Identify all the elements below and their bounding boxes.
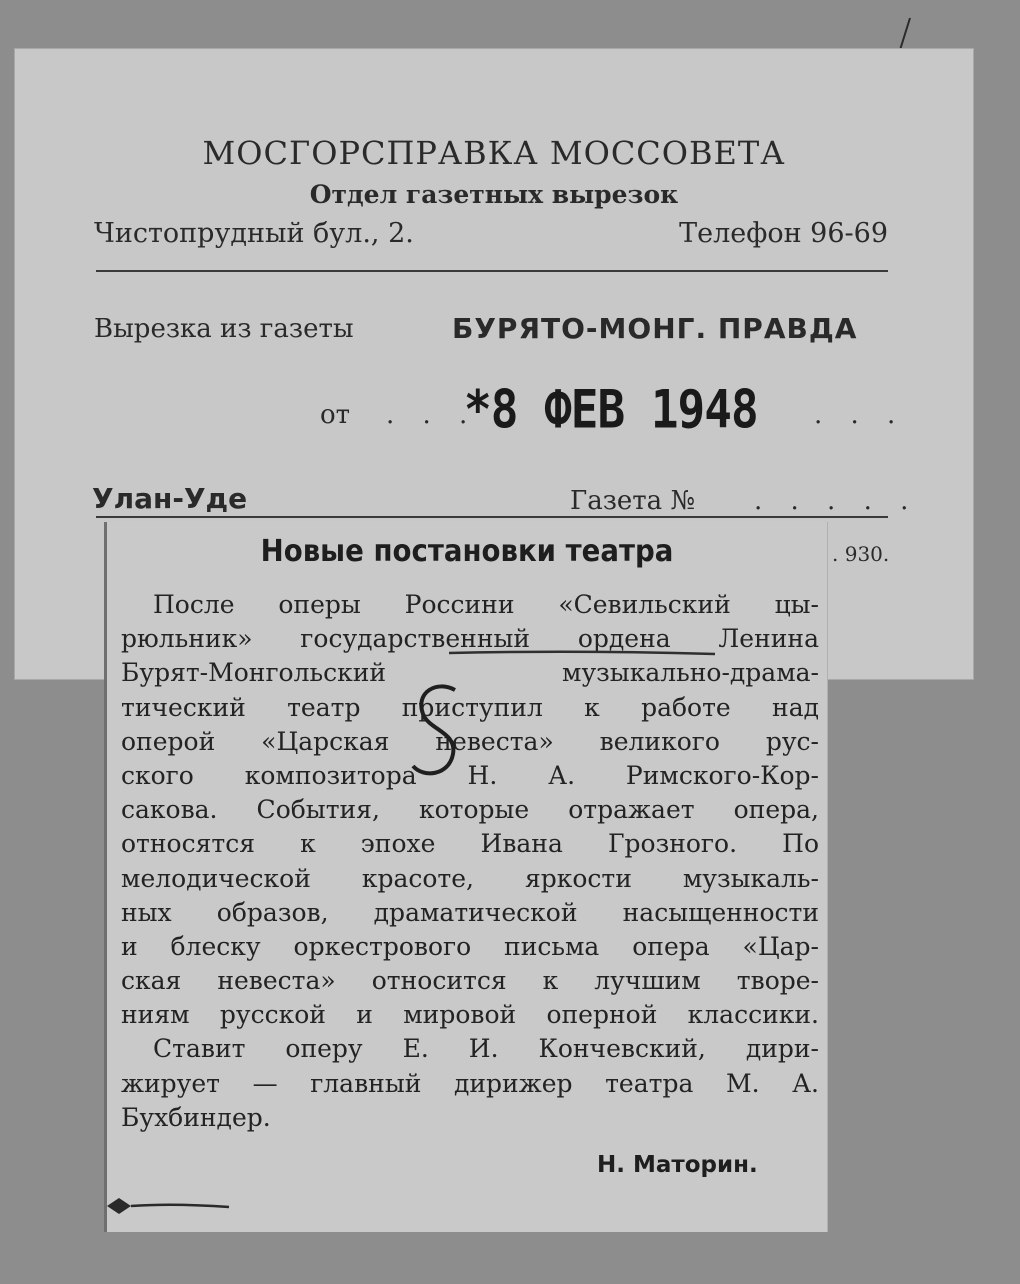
- date-prefix: от: [320, 400, 351, 430]
- article-line: жирует — главный дирижер театра М. А.: [121, 1068, 819, 1098]
- article-line: ского композитора Н. А. Римского-Кор-: [121, 760, 819, 790]
- gazeta-number-label: Газета №: [570, 486, 696, 516]
- article-line: тический театр приступил к работе над: [121, 692, 819, 722]
- clipping-label: Вырезка из газеты: [94, 314, 354, 344]
- divider-ornament: [103, 1194, 233, 1218]
- article-title: Новые постановки театра: [260, 534, 674, 569]
- phone-text: Телефон 96-69: [679, 218, 888, 249]
- order-number: . 930.: [832, 542, 890, 566]
- date-stamp: *8 ФЕВ 1948: [464, 377, 758, 441]
- newspaper-clipping: [104, 522, 827, 1232]
- article-line: ниям русской и мировой оперной классики.: [121, 1000, 819, 1030]
- department-label: Отдел газетных вырезок: [309, 180, 679, 209]
- header-divider: [96, 270, 888, 272]
- article-line: ных образов, драматической насыщенности: [121, 897, 819, 927]
- address-text: Чистопрудный бул., 2.: [94, 218, 414, 249]
- article-line: Бурят-Монгольский музыкально-драма-: [121, 658, 819, 688]
- article-line: мелодической красоте, яркости музыкаль-: [121, 863, 819, 893]
- date-dots-before: . . .: [386, 400, 478, 430]
- article-line: Бухбиндер.: [121, 1102, 271, 1132]
- article-line: оперой «Царская невеста» великого рус-: [121, 726, 819, 756]
- city-name: Улан-Уде: [92, 482, 248, 515]
- article-author: Н. Маторин.: [597, 1152, 758, 1178]
- article-line: относятся к эпохе Ивана Грозного. По: [121, 829, 819, 859]
- gazeta-number-dots: . . . . .: [754, 486, 919, 516]
- pencil-s-mark: [407, 680, 469, 784]
- newspaper-name: БУРЯТО-МОНГ. ПРАВДА: [452, 312, 858, 345]
- form-divider: [96, 516, 888, 518]
- date-dots-after: . . .: [814, 400, 906, 430]
- article-line: сакова. События, которые отражает опера,: [121, 795, 819, 825]
- pencil-strike-line: [447, 648, 717, 658]
- article-line: рюльник» государственный ордена Ленина: [121, 624, 819, 654]
- article-body: [121, 588, 819, 1135]
- article-line: ская невеста» относится к лучшим творе-: [121, 966, 819, 996]
- article-line: После оперы Россини «Севильский цы-: [153, 590, 819, 619]
- article-line: Ставит оперу Е. И. Кончевский, дири-: [153, 1034, 819, 1064]
- org-title: МОСГОРСПРАВКА МОССОВЕТА: [202, 134, 786, 172]
- article-line: и блеску оркестрового письма опера «Цар-: [121, 931, 819, 961]
